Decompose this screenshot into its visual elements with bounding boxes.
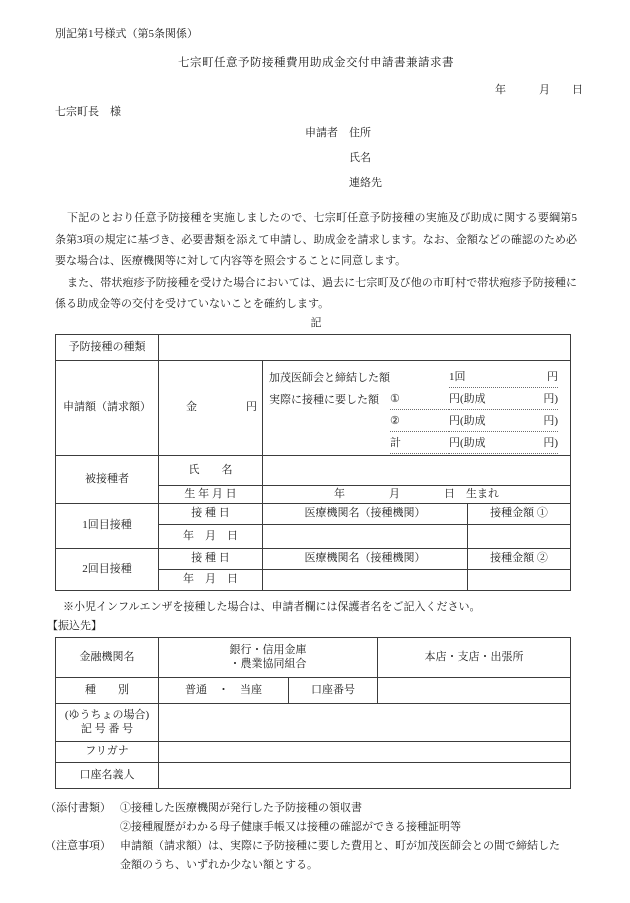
yucho-label-line2: 記 号 番 号 [80, 723, 134, 735]
applicant-address-row [55, 121, 577, 146]
caution-line-1: 申請額（請求額）は、実際に予防接種に要した費用と、町が加茂医師会との間で締結した [120, 839, 560, 852]
table-row [56, 503, 571, 524]
table-row [56, 637, 571, 677]
total-label-spacer [269, 452, 390, 454]
table-row [56, 741, 571, 762]
table-row [56, 334, 571, 360]
attachment-item-1: ①接種した医療機関が発行した予防接種の領収書 [120, 801, 362, 814]
contracted-unit-right: 円 [547, 371, 559, 384]
applicant-contact-label: 連絡先 [349, 177, 382, 189]
table-row [56, 548, 571, 569]
institution-type-line2: ・農業協同組合 [229, 658, 307, 670]
applicant-name-label: 氏名 [349, 152, 371, 164]
applicant-label: 申請者 [305, 127, 338, 139]
claim-detail-line-actual-1 [269, 388, 558, 410]
table-row [56, 455, 571, 485]
claim-detail-line-actual-2 [269, 410, 558, 432]
dose1-clinic-input-cell [263, 524, 468, 548]
contracted-unit-left: 1回 [449, 371, 466, 384]
yucho-code-input-cell [159, 703, 571, 741]
yucho-code-label [56, 703, 159, 741]
page-title: 七宗町任意予防接種費用助成金交付申請書兼請求書 [178, 57, 454, 69]
actual-2-label-spacer [269, 430, 390, 432]
furigana-label: フリガナ [56, 741, 159, 762]
actual-2-blank-field [449, 414, 558, 432]
cautions-row [45, 837, 577, 875]
form-number: 別記第1号様式（第5条関係） [55, 28, 198, 40]
table-row [56, 360, 571, 455]
contracted-num-spacer [390, 386, 449, 388]
dose1-label: 1回目接種 [56, 503, 159, 548]
account-number-label: 口座番号 [289, 677, 378, 703]
institution-type-line1: 銀行・信用金庫 [229, 644, 307, 656]
claim-amount-cell [159, 360, 263, 455]
dose1-clinic-header: 医療機関名（接種機関） [263, 503, 468, 524]
attachments-list [120, 799, 461, 837]
institution-label: 金融機関名 [56, 637, 159, 677]
birthdate-value-cell: 年 月 日 生まれ [263, 485, 571, 503]
attachment-item-2: ②接種履歴がわかる母子健康手帳又は接種の確認ができる接種証明等 [120, 820, 461, 833]
attachments-row [45, 799, 577, 837]
claim-amount-label: 申請額（請求額） [56, 360, 159, 455]
vaccine-type-input-cell [159, 334, 571, 360]
footer-notes [45, 799, 577, 875]
claim-detail-line-total [269, 432, 558, 454]
application-table [55, 334, 571, 591]
dose1-date-label: 接 種 日 [159, 503, 263, 524]
caution-line-2: 金額のうち、いずれか少ない額とする。 [120, 858, 318, 871]
institution-type-cell [159, 637, 378, 677]
total-unit-right: 円) [543, 437, 559, 450]
actual-2-num: ② [390, 414, 449, 432]
dose2-clinic-header: 医療機関名（接種機関） [263, 548, 468, 569]
influenza-note: ※小児インフルエンザを接種した場合は、申請者欄には保護者名をご記入ください。 [63, 600, 481, 613]
recipient-label: 被接種者 [56, 455, 159, 503]
date-line: 年 月 日 [495, 84, 583, 96]
recipient-name-label: 氏 名 [159, 455, 263, 485]
bank-section-heading: 【振込先】 [47, 619, 102, 632]
birthdate-label: 生 年 月 日 [159, 485, 263, 503]
dose2-fee-header: 接種金額 ② [468, 548, 571, 569]
dose1-fee-header: 接種金額 ① [468, 503, 571, 524]
yucho-label-line1: (ゆうちょの場合) [64, 709, 150, 721]
contracted-amount-label: 加茂医師会と締結した額 [269, 372, 390, 385]
account-kind-label: 種 別 [56, 677, 159, 703]
account-kind-options: 普通 ・ 当座 [159, 677, 289, 703]
applicant-address-label: 住所 [349, 127, 371, 139]
applicant-block [55, 121, 577, 196]
dose2-clinic-input-cell [263, 569, 468, 590]
branch-label: 本店・支店・出張所 [378, 637, 571, 677]
recipient-name-input-cell [263, 455, 571, 485]
dose2-ymd-label: 年 月 日 [159, 569, 263, 590]
vaccine-type-label: 予防接種の種類 [56, 334, 159, 360]
ki-marker: 記 [310, 316, 322, 329]
actual-1-unit-left: 円(助成 [449, 393, 486, 406]
addressee: 七宗町長 様 [55, 106, 121, 118]
dose2-date-label: 接 種 日 [159, 548, 263, 569]
claim-amount-suffix: 円 [246, 401, 257, 414]
table-row [56, 762, 571, 788]
dose2-label: 2回目接種 [56, 548, 159, 590]
cautions-label: （注意事項） [45, 839, 111, 852]
account-holder-label: 口座名義人 [56, 762, 159, 788]
dose1-fee-input-cell [468, 524, 571, 548]
claim-detail-cell [263, 360, 571, 455]
furigana-input-cell [159, 741, 571, 762]
bank-table [55, 637, 571, 789]
actual-2-unit-right: 円) [543, 415, 559, 428]
total-unit-left: 円(助成 [449, 437, 486, 450]
actual-2-unit-left: 円(助成 [449, 415, 486, 428]
applicant-contact-row [55, 171, 577, 196]
actual-1-unit-right: 円) [543, 393, 559, 406]
contracted-blank-field [449, 370, 558, 388]
table-row [56, 677, 571, 703]
table-row [56, 703, 571, 741]
actual-1-blank-field [449, 392, 558, 410]
applicant-name-row [55, 146, 577, 171]
total-num: 計 [390, 436, 449, 454]
dose1-ymd-label: 年 月 日 [159, 524, 263, 548]
cautions-list [120, 837, 560, 875]
body-text [55, 208, 577, 316]
dose2-fee-input-cell [468, 569, 571, 590]
account-holder-input-cell [159, 762, 571, 788]
total-blank-field [449, 436, 558, 454]
claim-detail-line-contracted [269, 366, 558, 388]
claim-amount-prefix: 金 [186, 401, 197, 414]
body-paragraph-2: また、帯状疱疹予防接種を受けた場合においては、過去に七宗町及び他の市町村で帯状疱疹予防接種に係る助成金等の交付を受けていないことを確約します。 [55, 276, 577, 310]
actual-amount-label: 実際に接種に要した額 [269, 394, 379, 407]
account-number-input-cell [378, 677, 571, 703]
actual-1-num: ① [390, 392, 449, 410]
attachments-label: （添付書類） [45, 801, 111, 814]
body-paragraph-1: 下記のとおり任意予防接種を実施しましたので、七宗町任意予防接種の実施及び助成に関する要綱第5条第3項の規定に基づき、必要書類を添えて申請し、助成金を請求します。なお、金額などの確認のため必要な場合は、医療機関等に対して内容等を照会することに同意します。 [55, 212, 577, 267]
